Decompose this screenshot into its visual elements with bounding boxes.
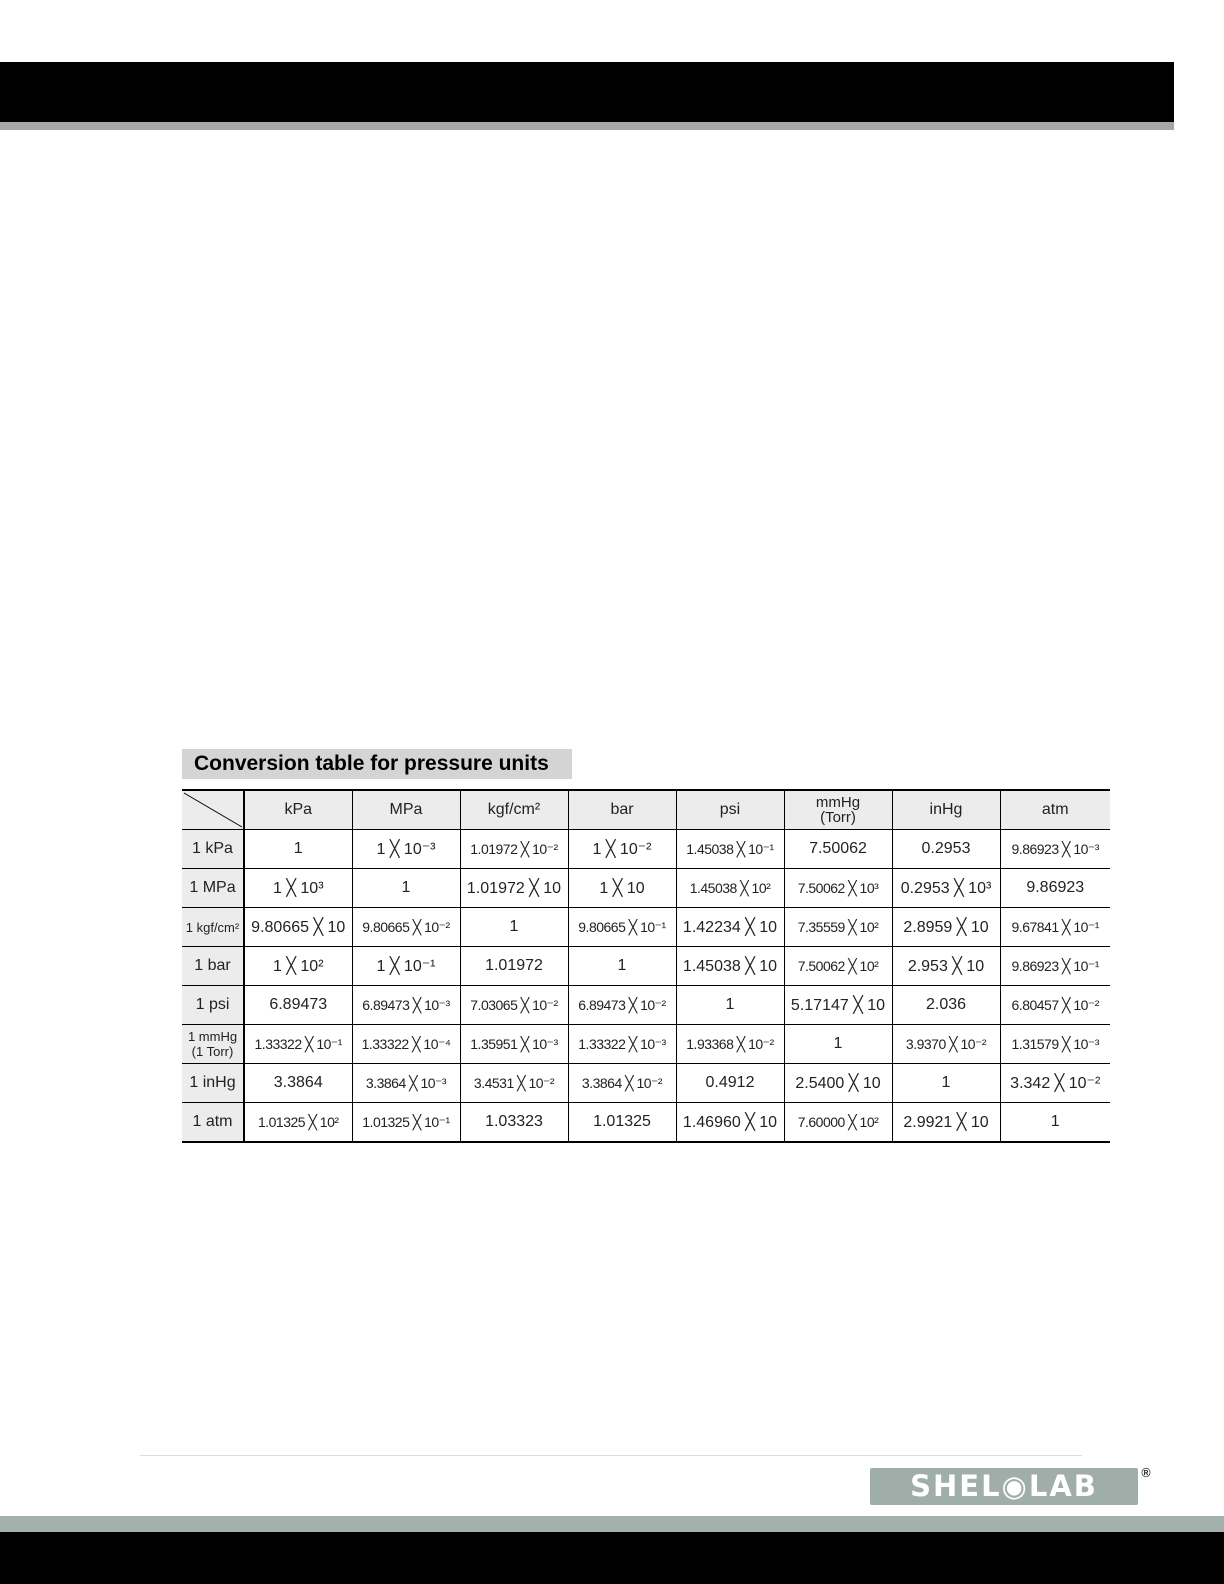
table-cell: 3.4531 ╳ 10⁻² xyxy=(460,1064,568,1103)
table-cell: 1.01325 xyxy=(568,1103,676,1143)
table-cell: 1.46960 ╳ 10 xyxy=(676,1103,784,1143)
table-cell: 3.9370 ╳ 10⁻² xyxy=(892,1025,1000,1064)
row-header: 1 inHg xyxy=(182,1064,244,1103)
table-cell: 0.2953 ╳ 10³ xyxy=(892,869,1000,908)
row-header: 1 kgf/cm² xyxy=(182,908,244,947)
table-cell: 7.60000 ╳ 10² xyxy=(784,1103,892,1143)
table-row xyxy=(182,1103,1110,1143)
table-cell: 1 ╳ 10² xyxy=(244,947,352,986)
row-header: 1 MPa xyxy=(182,869,244,908)
table-cell: 7.03065 ╳ 10⁻² xyxy=(460,986,568,1025)
table-cell: 7.50062 ╳ 10² xyxy=(784,947,892,986)
table-cell: 1.42234 ╳ 10 xyxy=(676,908,784,947)
logo-wordmark: SHEL◉LAB xyxy=(910,1469,1098,1503)
table-row xyxy=(182,1025,1110,1064)
table-cell: 0.4912 xyxy=(676,1064,784,1103)
table-cell: 3.3864 xyxy=(244,1064,352,1103)
table-row xyxy=(182,947,1110,986)
table-cell: 1 xyxy=(784,1025,892,1064)
table-cell: 1 xyxy=(676,986,784,1025)
table-cell: 1.45038 ╳ 10² xyxy=(676,869,784,908)
row-header: 1 bar xyxy=(182,947,244,986)
table-row xyxy=(182,1064,1110,1103)
table-cell: 1 xyxy=(352,869,460,908)
table-cell: 1 ╳ 10⁻² xyxy=(568,830,676,869)
table-cell: 3.342 ╳ 10⁻² xyxy=(1000,1064,1110,1103)
table-cell: 9.86923 xyxy=(1000,869,1110,908)
table-cell: 1 ╳ 10⁻¹ xyxy=(352,947,460,986)
table-cell: 1.33322 ╳ 10⁻⁴ xyxy=(352,1025,460,1064)
table-cell: 9.67841 ╳ 10⁻¹ xyxy=(1000,908,1110,947)
table-cell: 1 xyxy=(460,908,568,947)
column-header-bar: bar xyxy=(568,790,676,830)
header-row xyxy=(182,790,1110,830)
header-bar xyxy=(0,62,1174,122)
footer-band xyxy=(0,1516,1224,1532)
table-cell: 6.80457 ╳ 10⁻² xyxy=(1000,986,1110,1025)
column-header-mmhg: mmHg (Torr) xyxy=(784,790,892,830)
registered-mark: ® xyxy=(1140,1466,1152,1480)
row-header: 1 atm xyxy=(182,1103,244,1143)
table-cell: 1 ╳ 10 xyxy=(568,869,676,908)
table-cell: 9.80665 ╳ 10⁻² xyxy=(352,908,460,947)
column-header-atm: atm xyxy=(1000,790,1110,830)
diagonal-line-icon xyxy=(182,791,244,829)
table-cell: 1.33322 ╳ 10⁻¹ xyxy=(244,1025,352,1064)
table-cell: 1 ╳ 10³ xyxy=(244,869,352,908)
table-body xyxy=(182,830,1110,1143)
table-cell: 9.80665 ╳ 10 xyxy=(244,908,352,947)
table-cell: 1.01972 xyxy=(460,947,568,986)
table-cell: 1.01972 ╳ 10⁻² xyxy=(460,830,568,869)
table-cell: 1.45038 ╳ 10⁻¹ xyxy=(676,830,784,869)
row-header: 1 kPa xyxy=(182,830,244,869)
header-underline xyxy=(0,122,1174,130)
table-cell: 7.35559 ╳ 10² xyxy=(784,908,892,947)
table-cell: 1.01325 ╳ 10² xyxy=(244,1103,352,1143)
column-header-kpa: kPa xyxy=(244,790,352,830)
table-cell: 9.86923 ╳ 10⁻¹ xyxy=(1000,947,1110,986)
footer-rule xyxy=(140,1455,1082,1456)
table-cell: 0.2953 xyxy=(892,830,1000,869)
table-cell: 1 xyxy=(892,1064,1000,1103)
table-cell: 7.50062 ╳ 10³ xyxy=(784,869,892,908)
column-header-mpa: MPa xyxy=(352,790,460,830)
table-cell: 5.17147 ╳ 10 xyxy=(784,986,892,1025)
footer-bar xyxy=(0,1532,1224,1584)
column-header-inhg: inHg xyxy=(892,790,1000,830)
pressure-conversion-table xyxy=(182,789,1110,1143)
table-caption: Conversion table for pressure units xyxy=(182,749,572,779)
table-cell: 9.86923 ╳ 10⁻³ xyxy=(1000,830,1110,869)
table-cell: 3.3864 ╳ 10⁻² xyxy=(568,1064,676,1103)
table-cell: 9.80665 ╳ 10⁻¹ xyxy=(568,908,676,947)
table-cell: 1 xyxy=(244,830,352,869)
table-row xyxy=(182,986,1110,1025)
table-cell: 1.03323 xyxy=(460,1103,568,1143)
table-cell: 6.89473 ╳ 10⁻² xyxy=(568,986,676,1025)
table-cell: 1.01325 ╳ 10⁻¹ xyxy=(352,1103,460,1143)
table-cell: 1 ╳ 10⁻³ xyxy=(352,830,460,869)
table-row xyxy=(182,908,1110,947)
table-cell: 3.3864 ╳ 10⁻³ xyxy=(352,1064,460,1103)
table-cell: 1.45038 ╳ 10 xyxy=(676,947,784,986)
table-cell: 1.93368 ╳ 10⁻² xyxy=(676,1025,784,1064)
table-cell: 2.5400 ╳ 10 xyxy=(784,1064,892,1103)
row-header: 1 psi xyxy=(182,986,244,1025)
table-cell: 1.33322 ╳ 10⁻³ xyxy=(568,1025,676,1064)
column-header-kgf-cm2: kgf/cm² xyxy=(460,790,568,830)
table-row xyxy=(182,830,1110,869)
table-cell: 2.953 ╳ 10 xyxy=(892,947,1000,986)
row-header: 1 mmHg (1 Torr) xyxy=(182,1025,244,1064)
table-cell: 2.8959 ╳ 10 xyxy=(892,908,1000,947)
table-cell: 2.036 xyxy=(892,986,1000,1025)
corner-cell xyxy=(182,790,244,830)
table-cell: 7.50062 xyxy=(784,830,892,869)
table-row xyxy=(182,869,1110,908)
table-cell: 6.89473 xyxy=(244,986,352,1025)
table-cell: 1 xyxy=(1050,1113,1060,1130)
column-header-psi: psi xyxy=(676,790,784,830)
shellab-logo xyxy=(870,1468,1138,1505)
table-cell: 1 xyxy=(568,947,676,986)
table-cell: 1.01972 ╳ 10 xyxy=(460,869,568,908)
table-cell: 1.35951 ╳ 10⁻³ xyxy=(460,1025,568,1064)
table-cell: 6.89473 ╳ 10⁻³ xyxy=(352,986,460,1025)
table-cell: 1.31579 ╳ 10⁻³ xyxy=(1000,1025,1110,1064)
table-cell: 2.9921 ╳ 10 xyxy=(892,1103,1000,1143)
